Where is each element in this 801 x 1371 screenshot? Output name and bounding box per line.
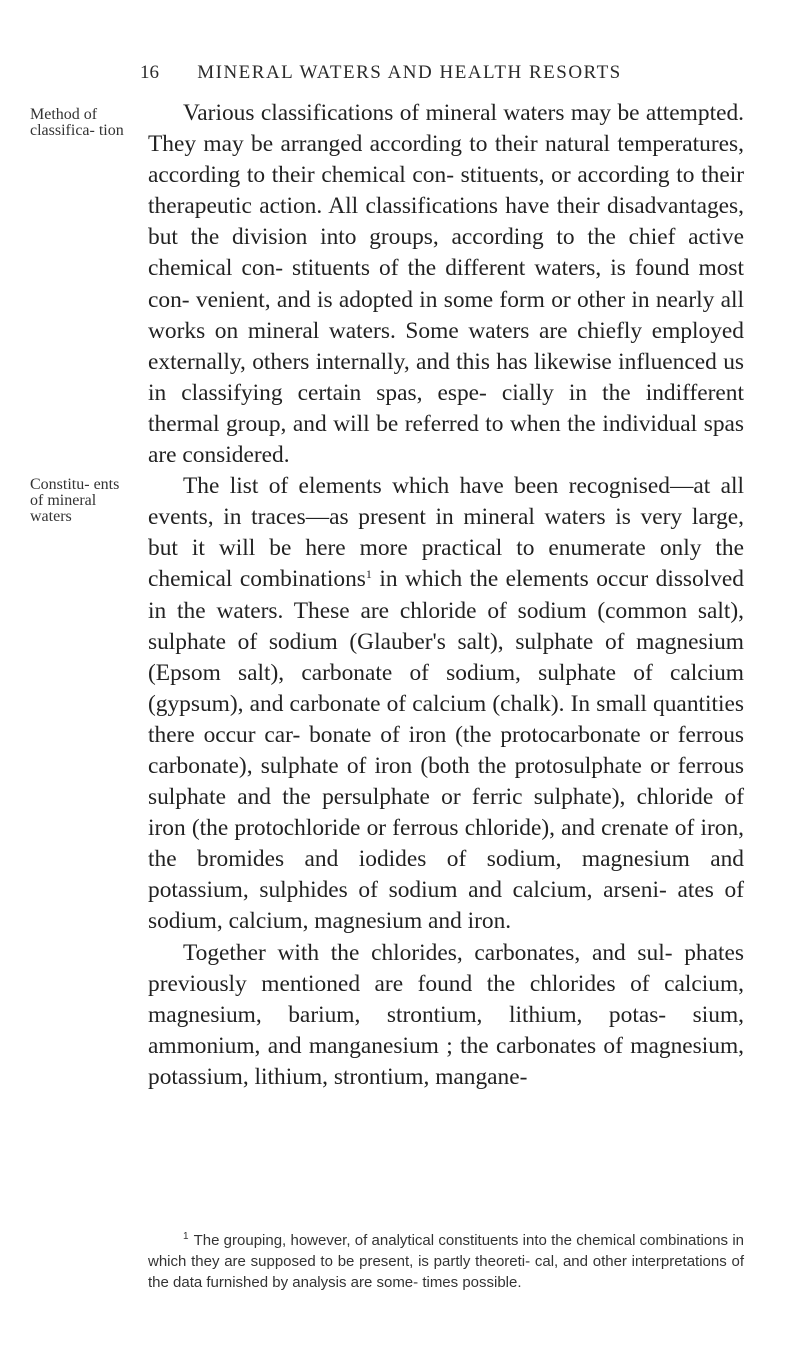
footnote-paragraph: [148, 1230, 744, 1293]
paragraph-elements-part-2: in which the elements occur dissolved in the waters. These are chloride of sodium (common salt), sulphate of sodium (Glauber's salt), sulphate of magnesium (Epsom salt), carbonate of sodium, sulphate of calcium (gypsum), and carbonate of calcium (chalk). In small quantities there occur car- bonate of iron (the protocarbonate or ferrous carbonate), sulphate of iron (both the protosulphate or ferrous sulphate and the persulphate or ferric sulphate), chloride of iron (the protochloride or ferrous chloride), and crenate of iron, the bromides and iodides of sodium, magnesium and potassium, sulphides of sodium and calcium, arseni- ates of sodium, calcium, magnesium and iron.: [148, 566, 744, 935]
footnote-reference: 1: [365, 567, 372, 582]
footnote-text: The grouping, however, of analytical constituents into the chemical combinations in which they are supposed to be present, is partly theoreti- cal, and other interpretations of the data furnished by analysis are some- times possible.: [148, 1232, 744, 1291]
sidenote-method-of-classification: Method of classifica- tion: [30, 106, 124, 139]
footnote: [148, 1230, 744, 1293]
running-head: [0, 62, 801, 84]
paragraph-classifications: Various classifications of mineral waters may be attempted. They may be arranged according to their natural temperatures, according to their chemical con- stituents, or according to their therapeutic action. All classifications have their disadvantages, but the division into groups, according to the chief active chemical con- stituents of the different waters, is found most con- venient, and is adopted in some form or other in nearly all works on mineral waters. Some waters are chiefly employed externally, others internally, and this has likewise influenced us in classifying certain spas, espe- cially in the indifferent thermal group, and will be referred to when the individual spas are considered.: [148, 100, 744, 469]
body-text: [148, 98, 744, 1093]
paragraph-chlorides: Together with the chlorides, carbonates, and sul- phates previously mentioned are found the chlorides of calcium, magnesium, barium, strontium, lithium, potas- sium, ammonium, and manganesium ; the carbonates of magnesium, potassium, lithium, strontium, mangane-: [148, 939, 744, 1090]
sidenote-constituents: Constitu- ents of mineral waters: [30, 476, 120, 525]
running-title: MINERAL WATERS AND HEALTH RESORTS: [197, 62, 622, 83]
page-number: 16: [140, 62, 159, 83]
paragraph-elements: [148, 471, 744, 937]
footnote-marker: 1: [183, 1231, 189, 1242]
paragraph-elements-part-1: The list of elements which have been recognised—at all events, in traces—as present in mineral waters is very large, but it will be here more practical to enumerate only the chemical combinations: [148, 473, 744, 593]
